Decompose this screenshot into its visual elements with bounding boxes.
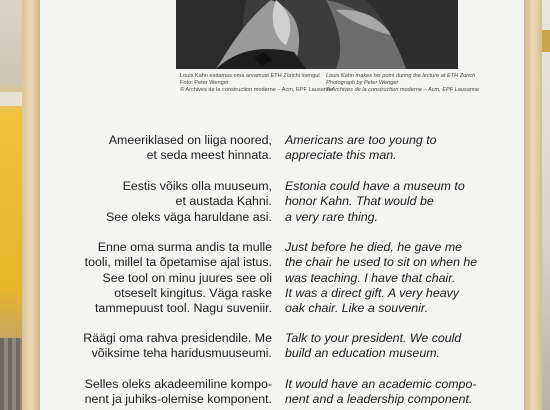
quote-line: tooli, millel ta õpetamise ajal istus. <box>84 255 272 270</box>
quote-line: appreciate this man. <box>285 148 397 163</box>
quote-line: Just before he died, he gave me <box>285 240 463 254</box>
quote-line: build an education museum. <box>285 346 440 361</box>
quote-line: Räägi oma rahva presidendile. Me <box>83 331 272 345</box>
quote-english <box>285 133 437 164</box>
caption-line: Foto: Peter Wenger <box>180 80 229 86</box>
quote-estonian <box>85 240 272 316</box>
photo-caption-estonian <box>180 73 333 94</box>
quote-line: was teaching. I have that chair. <box>285 270 456 285</box>
quote-line: Talk to your president. We could <box>285 331 462 345</box>
quote-line: et seda meest hinnata. <box>146 148 272 163</box>
louis-kahn-photo <box>176 0 458 69</box>
quote-line: It was a direct gift. A very heavy <box>285 285 459 300</box>
wooden-frame-post-left <box>22 0 40 410</box>
quote-line: otseselt kingitus. Väga raske <box>114 285 272 300</box>
wooden-frame-post-right <box>524 0 542 410</box>
quote-english <box>285 179 465 225</box>
quote-line: tammepuust tool. Nagu suveniir. <box>94 301 272 316</box>
quote-english <box>285 331 461 362</box>
quote-line: Eestis võiks olla muuseum, <box>122 179 272 193</box>
quote-line: Enne oma surma andis ta mulle <box>97 240 272 254</box>
quote-line: oak chair. Like a souvenir. <box>285 301 429 316</box>
caption-line: Photograph by Peter Wenger <box>326 80 399 86</box>
quote-english <box>285 377 476 408</box>
quote-line: the chair he used to sit on when he <box>285 255 478 270</box>
quote-line: See oleks väga haruldane asi. <box>105 209 272 224</box>
quote-line: et austada Kahni. <box>175 194 272 209</box>
quote-line: Americans are too young to <box>285 133 437 147</box>
quote-estonian <box>106 179 272 225</box>
quote-estonian <box>85 377 272 408</box>
photo-figure <box>176 0 458 69</box>
quote-line: See tool on minu juures see oli <box>102 270 272 285</box>
quote-line: võiksime teha haridusmuuseumi. <box>91 346 272 361</box>
quote-estonian <box>109 133 272 164</box>
quote-line: Ameeriklased on liiga noored, <box>108 133 272 147</box>
quote-english <box>285 240 477 316</box>
quote-line: honor Kahn. That would be <box>285 194 434 209</box>
caption-line: Louis Kahn makes his point during the lecture at ETH Zurich <box>326 73 476 79</box>
photo-caption-english <box>326 73 479 94</box>
quote-line: nent ja juhiks-olemise komponent. <box>84 392 272 407</box>
quote-line: nent and a leadership component. <box>285 392 473 407</box>
quote-line: Estonia could have a museum to <box>285 179 465 193</box>
quote-estonian <box>83 331 272 362</box>
caption-line: © Archives de la construction moderne – Acm, EPF Lausanne <box>180 87 334 93</box>
caption-line: Louis Kahn esitamas oma arvamust ETH Zürichi loengul <box>180 73 320 79</box>
quote-line: a very rare thing. <box>285 209 378 224</box>
quote-line: Selles oleks akadeemiline kompo- <box>84 377 272 391</box>
quote-line: It would have an academic compo- <box>285 377 477 391</box>
caption-line: © Archives de la construction moderne – Acm, EPF Lausanne <box>326 87 480 93</box>
